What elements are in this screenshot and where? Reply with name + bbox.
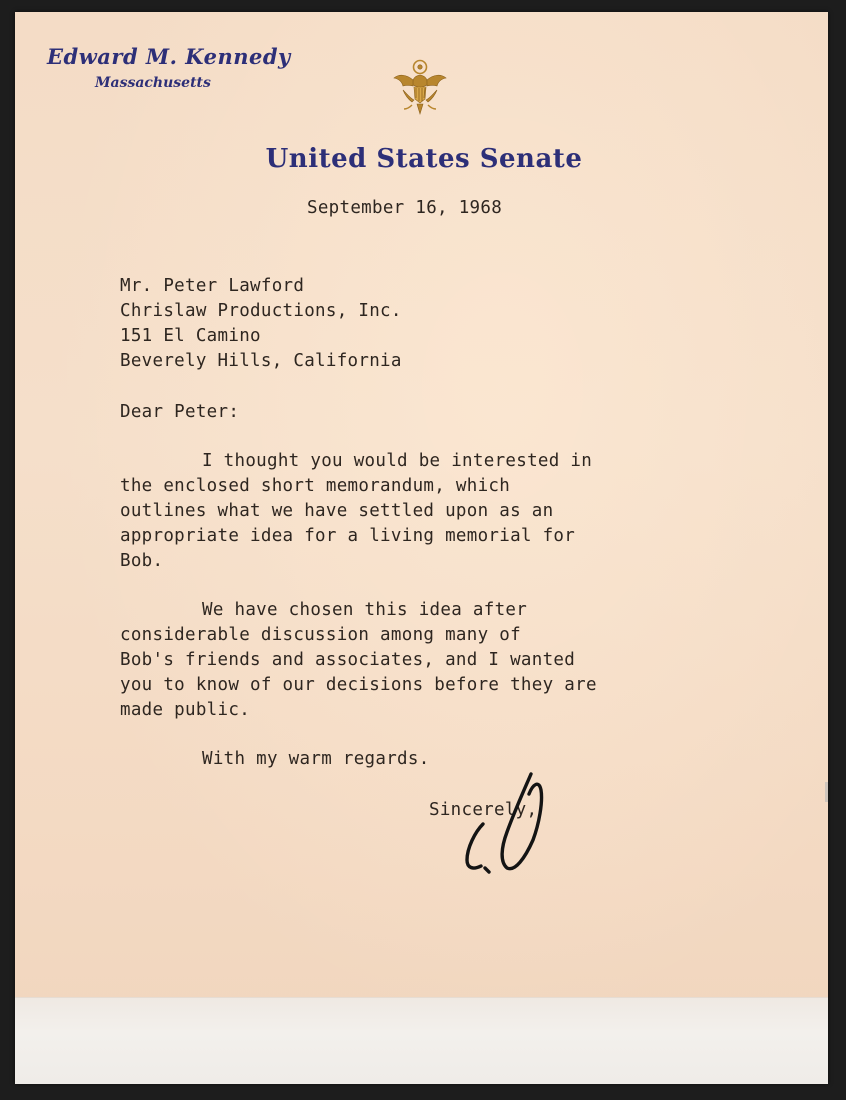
paragraph-line: We have chosen this idea after (202, 600, 528, 620)
address-line: Chrislaw Productions, Inc. (120, 301, 402, 321)
sender-state: Massachusetts (95, 75, 211, 91)
paragraph-line: you to know of our decisions before they are (120, 675, 597, 695)
salutation: Dear Peter: (120, 402, 240, 422)
letterhead-title: United States Senate (265, 144, 583, 174)
paragraph-line: the enclosed short memorandum, which (120, 476, 511, 496)
paragraph-line: outlines what we have settled upon as an (120, 501, 554, 521)
paper-mark (825, 782, 828, 802)
address-line: Beverely Hills, California (120, 351, 402, 371)
great-seal-eagle-icon (392, 58, 448, 116)
letter-date: September 16, 1968 (307, 198, 503, 218)
paper-unaged-strip (15, 997, 828, 1084)
paragraph-line: Bob's friends and associates, and I wanted (120, 650, 576, 670)
paragraph-line: I thought you would be interested in (202, 451, 593, 471)
sender-name: Edward M. Kennedy (47, 44, 291, 69)
regards-line: With my warm regards. (202, 749, 430, 769)
handwritten-signature-icon (445, 762, 555, 880)
paragraph-line: Bob. (120, 551, 164, 571)
address-line: 151 El Camino (120, 326, 261, 346)
closing-line: Sincerely, (429, 800, 538, 820)
paragraph-line: made public. (120, 700, 251, 720)
paragraph-line: appropriate idea for a living memorial for (120, 526, 576, 546)
letter-page (15, 12, 828, 1084)
paragraph-line: considerable discussion among many of (120, 625, 521, 645)
address-line: Mr. Peter Lawford (120, 276, 305, 296)
